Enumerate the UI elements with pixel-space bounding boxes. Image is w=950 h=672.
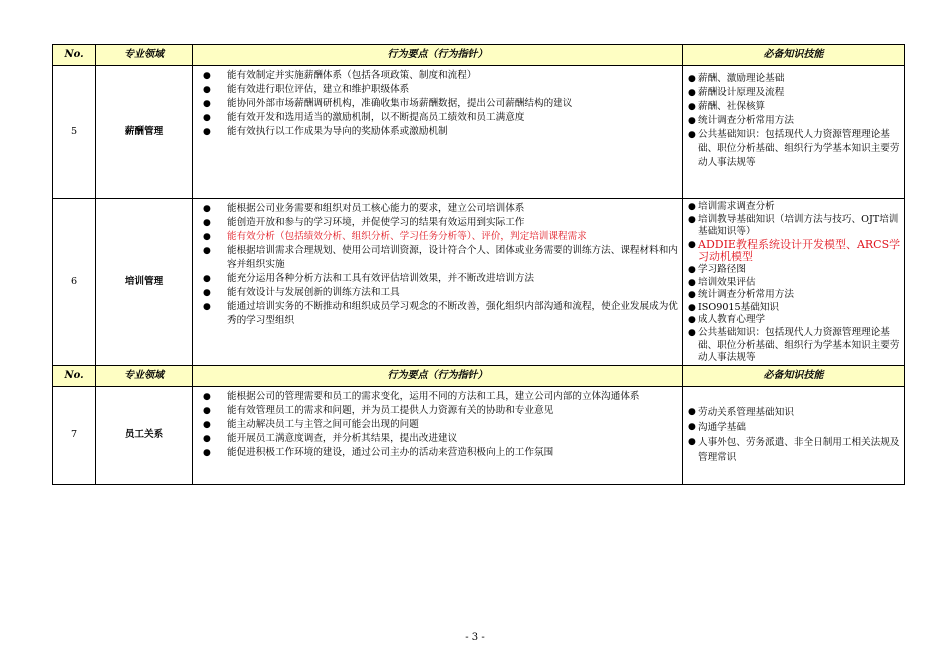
knowledge-item: ● 公共基础知识：包括现代人力资源管理理论基础、职位分析基础、组织行为学基本知识主要劳动人事法规等: [688, 326, 900, 364]
knowledge-item: ● 薪酬设计原理及流程: [688, 87, 785, 98]
knowledge-item: ● 人事外包、劳务派遣、非全日制用工相关法规及管理常识: [688, 437, 900, 464]
behavior-item: ● 能协同外部市场薪酬调研机构，准确收集市场薪酬数据，提出公司薪酬结构的建议: [203, 98, 573, 109]
knowledge-item-highlight: ● ADDIE教程系统设计开发模型、ARCS学习动机模型: [688, 237, 901, 264]
behavior-item: ● 能有效开发和选用适当的激励机制，以不断提高员工绩效和员工满意度: [203, 112, 525, 123]
behavior-item: ● 能促进积极工作环境的建设，通过公司主办的活动来营造积极向上的工作氛围: [203, 446, 554, 458]
bullet-icon: ●: [203, 302, 211, 312]
knowledge-item: ● 培训需求调查分析: [688, 201, 775, 212]
behavior-item: ● 能有效进行职位评估，建立和维护职级体系: [203, 84, 410, 95]
bullet-icon: ●: [688, 116, 696, 126]
behavior-item: ● 能有效制定并实施薪酬体系（包括各项政策、制度和流程）: [203, 70, 477, 81]
table-row: [53, 66, 905, 199]
bullet-icon: ●: [203, 433, 211, 444]
behavior-cell: [193, 199, 683, 366]
competency-table: [52, 44, 905, 485]
knowledge-cell: [683, 386, 905, 484]
bullet-icon: ●: [203, 71, 211, 81]
bullet-icon: ●: [203, 127, 211, 137]
knowledge-item: ● ISO9015基础知识: [688, 301, 780, 313]
bullet-icon: ●: [203, 274, 211, 284]
bullet-icon: ●: [203, 391, 211, 402]
behavior-item: ● 能有效执行以工作成果为导向的奖励体系或激励机制: [203, 126, 448, 137]
header-domain: 专业领域: [96, 365, 193, 386]
bullet-icon: ●: [688, 74, 696, 84]
knowledge-item: ● 薪酬、社保核算: [688, 101, 766, 112]
row-number: 6: [53, 199, 96, 366]
bullet-icon: ●: [203, 288, 211, 298]
knowledge-item: ● 公共基础知识：包括现代人力资源管理理论基础、职位分析基础、组织行为学基本知识主要劳动人事法规等: [688, 129, 900, 168]
behavior-item: ● 能有效管理员工的需求和问题，并为员工提供人力资源有关的协助和专业意见: [203, 404, 554, 416]
knowledge-item: ● 成人教育心理学: [688, 314, 766, 326]
bullet-icon: ●: [203, 204, 211, 214]
knowledge-cell: [683, 199, 905, 366]
behavior-item: ● 能根据公司的管理需要和员工的需求变化，运用不同的方法和工具，建立公司内部的立体沟通体系: [203, 390, 640, 402]
behavior-item: ● 能充分运用各种分析方法和工具有效评估培训效果，并不断改进培训方法: [203, 273, 534, 284]
header-no: No.: [53, 365, 96, 386]
bullet-icon: ●: [688, 239, 696, 250]
header-knowledge: 必备知识技能: [683, 45, 905, 66]
bullet-icon: ●: [688, 437, 696, 448]
table-header-row: [53, 365, 905, 386]
bullet-icon: ●: [203, 447, 211, 458]
knowledge-item: ● 统计调查分析常用方法: [688, 289, 794, 301]
bullet-icon: ●: [203, 85, 211, 95]
behavior-cell: [193, 386, 683, 484]
knowledge-item: ● 薪酬、激励理论基础: [688, 73, 785, 84]
row-domain: 薪酬管理: [96, 66, 193, 199]
bullet-icon: ●: [203, 405, 211, 416]
table-header-row: [53, 45, 905, 66]
behavior-item: ● 能主动解决员工与主管之间可能会出现的问题: [203, 418, 419, 430]
knowledge-item: ● 统计调查分析常用方法: [688, 115, 794, 126]
behavior-item: ● 能创造开放和参与的学习环境，并促使学习的结果有效运用到实际工作: [203, 217, 525, 228]
knowledge-item: ● 劳动关系管理基础知识: [688, 407, 794, 419]
header-no: No.: [53, 45, 96, 66]
header-behavior: 行为要点（行为指针）: [193, 45, 683, 66]
table-row: [53, 199, 905, 366]
bullet-icon: ●: [688, 88, 696, 98]
bullet-icon: ●: [203, 232, 211, 242]
bullet-icon: ●: [688, 102, 696, 112]
bullet-icon: ●: [688, 202, 696, 212]
bullet-icon: ●: [688, 302, 696, 313]
behavior-item: ● 能开展员工满意度调查，并分析其结果，提出改进建议: [203, 432, 458, 444]
knowledge-item: ● 培训效果评估: [688, 276, 756, 288]
table-row: [53, 386, 905, 484]
bullet-icon: ●: [688, 290, 696, 301]
bullet-icon: ●: [688, 277, 696, 288]
header-behavior: 行为要点（行为指针）: [193, 365, 683, 386]
bullet-icon: ●: [203, 218, 211, 228]
row-number: 5: [53, 66, 96, 199]
page-number: - 3 -: [465, 632, 485, 643]
knowledge-item: ● 学习路径图: [688, 263, 746, 275]
bullet-icon: ●: [688, 264, 696, 275]
row-domain: 员工关系: [96, 386, 193, 484]
bullet-icon: ●: [688, 407, 696, 418]
header-knowledge: 必备知识技能: [683, 365, 905, 386]
behavior-item: ● 能根据培训需求合理规划、使用公司培训资源，设计符合个人、团体或业务需要的训练方法、课程材料和内容并组织实施: [203, 245, 678, 270]
behavior-item: ● 能有效设计与发展创新的训练方法和工具: [203, 287, 400, 298]
bullet-icon: ●: [688, 327, 696, 338]
behavior-cell: [193, 66, 683, 199]
bullet-icon: ●: [688, 315, 696, 326]
behavior-item: ● 能通过培训实务的不断推动和组织成员学习观念的不断改善，强化组织内部沟通和流程，使企业发展成为优秀的学习型组织: [203, 301, 678, 326]
bullet-icon: ●: [203, 246, 211, 256]
bullet-icon: ●: [203, 419, 211, 430]
bullet-icon: ●: [203, 113, 211, 123]
row-number: 7: [53, 386, 96, 484]
behavior-item: ● 能根据公司业务需要和组织对员工核心能力的要求，建立公司培训体系: [203, 203, 525, 214]
bullet-icon: ●: [688, 214, 696, 225]
bullet-icon: ●: [688, 130, 696, 140]
header-domain: 专业领域: [96, 45, 193, 66]
bullet-icon: ●: [203, 99, 211, 109]
knowledge-cell: [683, 66, 905, 199]
knowledge-item: ● 沟通学基础: [688, 422, 746, 434]
bullet-icon: ●: [688, 422, 696, 433]
row-domain: 培训管理: [96, 199, 193, 366]
knowledge-item: ● 培训教导基础知识（培训方法与技巧、OJT培训基础知识等）: [688, 213, 899, 238]
behavior-item-highlight: ● 能有效分析（包括绩效分析、组织分析、学习任务分析等）、评价，判定培训课程需求: [203, 231, 587, 242]
